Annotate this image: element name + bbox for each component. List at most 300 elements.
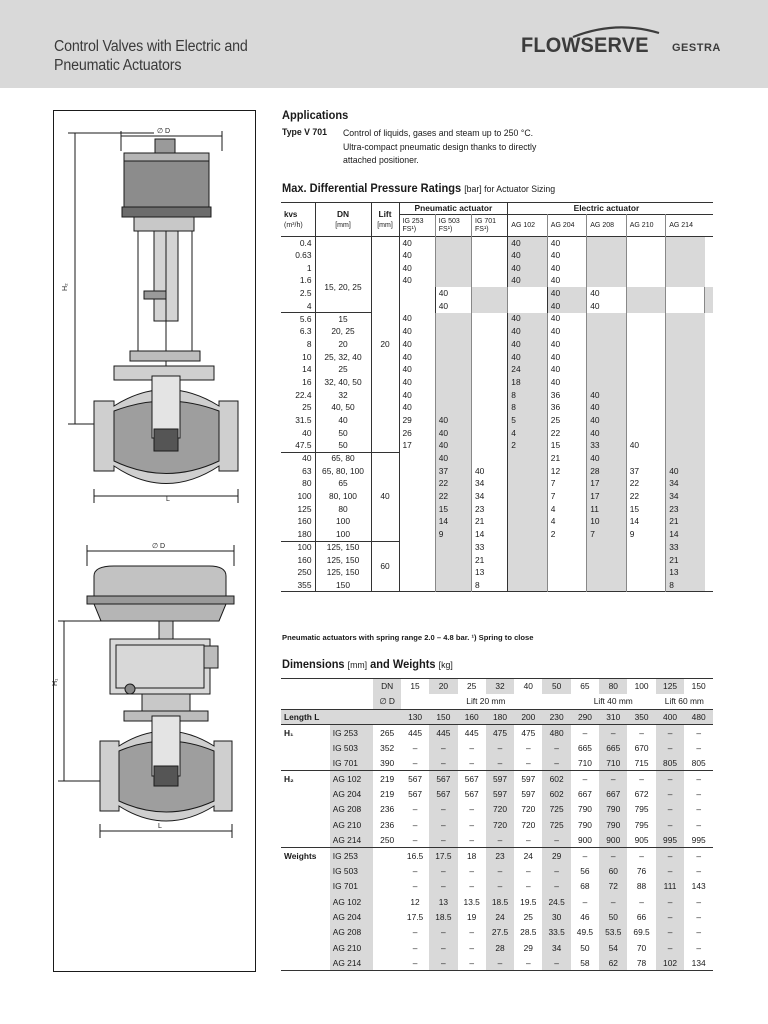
weight-value: –: [542, 879, 570, 894]
weight-value: –: [639, 896, 644, 907]
weight-value: –: [486, 956, 514, 971]
rating-cell: [666, 376, 705, 389]
h1-value: 445: [464, 727, 479, 738]
rating-cell: [626, 541, 665, 554]
dn-cell: 20: [315, 338, 371, 351]
rating-cell: [435, 325, 471, 338]
kvs-cell: 100: [281, 490, 315, 503]
rating-cell: [435, 313, 471, 326]
rating-cell: [399, 566, 435, 579]
pressure-row: [281, 566, 713, 579]
rating-cell: [399, 528, 435, 541]
rating-cell: 40: [587, 389, 626, 402]
diameter-value: [373, 879, 401, 894]
rating-cell: [705, 287, 713, 300]
rating-cell: [626, 313, 665, 326]
page-title-line1: Control Valves with Electric and: [54, 38, 248, 55]
h2-value: –: [696, 773, 701, 784]
dn-value: 40: [523, 681, 533, 692]
weight-value: –: [696, 850, 701, 861]
rating-cell: 8: [666, 579, 705, 592]
actuator-name: AG 214: [330, 956, 374, 971]
h2-value: 667: [599, 786, 627, 801]
ig503-header-label: IG 503: [438, 217, 460, 225]
dn-cell: 150: [315, 579, 371, 592]
rating-cell: [666, 313, 705, 326]
weight-value: –: [656, 940, 685, 955]
applications-desc-line1: Control of liquids, gases and steam up to 250 °C.: [343, 128, 534, 139]
pressure-row: [281, 440, 713, 453]
rating-cell: [399, 516, 435, 529]
rating-cell: [626, 262, 665, 275]
kvs-cell: 40: [281, 427, 315, 440]
h1-value: –: [639, 727, 644, 738]
h1-value: 665: [599, 740, 627, 755]
h1-value: 480: [542, 725, 570, 740]
rating-cell: 40: [547, 262, 586, 275]
weight-value: 24.5: [542, 894, 570, 909]
h2-value: 790: [577, 804, 592, 815]
rating-cell: [626, 249, 665, 262]
h1-row: [281, 725, 713, 740]
page-title: [54, 37, 248, 75]
h2-value: 667: [577, 788, 592, 799]
bottom-height-label: H₁: [52, 678, 59, 686]
rating-cell: [626, 554, 665, 567]
weight-value: –: [429, 925, 457, 940]
blank-cell: [330, 694, 374, 709]
rating-cell: 11: [587, 503, 626, 516]
dn-value: 100: [634, 681, 649, 692]
h2-value: –: [696, 804, 701, 815]
rating-cell: 40: [435, 452, 471, 465]
h2-value: 720: [486, 817, 514, 832]
h2-value: –: [429, 817, 457, 832]
h2-value: –: [599, 771, 627, 786]
rating-cell: 14: [666, 528, 705, 541]
rating-cell: [508, 528, 547, 541]
weight-value: –: [696, 896, 701, 907]
weight-row: [281, 894, 713, 909]
rating-cell: 40: [508, 351, 547, 364]
weight-value: –: [656, 925, 685, 940]
dn-value: 25: [467, 681, 477, 692]
rating-cell: 23: [666, 503, 705, 516]
rating-cell: 7: [547, 478, 586, 491]
weight-value: –: [599, 848, 627, 863]
h1-row: [281, 740, 713, 755]
rating-cell: [399, 452, 435, 465]
pressure-row: [281, 262, 713, 275]
rating-cell: [508, 541, 547, 554]
rating-cell: [435, 262, 471, 275]
h1-label: [281, 740, 330, 755]
weight-value: 27.5: [486, 925, 514, 940]
ag208-header: AG 208: [587, 215, 626, 237]
lift-header: [371, 203, 399, 237]
applications-desc-line3: attached positioner.: [343, 155, 419, 166]
actuator-name: AG 204: [330, 909, 374, 924]
rating-cell: 29: [399, 414, 435, 427]
pressure-ratings-heading: [282, 181, 555, 195]
rating-cell: [508, 452, 547, 465]
h1-value: –: [582, 727, 588, 738]
h2-value: 720: [521, 804, 536, 815]
pressure-ratings-rows: [281, 237, 713, 592]
ig253-header-note: FS¹): [402, 225, 417, 233]
dn-cell: 125, 150: [315, 566, 371, 579]
h2-value: –: [582, 773, 588, 784]
dn-cell: [399, 287, 435, 300]
rating-cell: 26: [399, 427, 435, 440]
rating-cell: 13: [666, 566, 705, 579]
ag102-header: AG 102: [508, 215, 547, 237]
h1-value: 805: [691, 757, 706, 768]
pressure-row: [281, 427, 713, 440]
rating-cell: 40: [547, 300, 586, 313]
weight-value: 56: [580, 865, 590, 876]
top-length-label: L: [166, 496, 170, 503]
h1-value: 665: [577, 742, 592, 753]
dn-cell: [399, 300, 435, 313]
pressure-row: [281, 376, 713, 389]
weight-value: –: [469, 957, 475, 968]
weight-value: 16.5: [406, 850, 424, 861]
rating-cell: 40: [508, 313, 547, 326]
rating-cell: [472, 376, 508, 389]
rating-cell: 40: [508, 262, 547, 275]
rating-cell: 40: [587, 452, 626, 465]
rating-cell: 40: [587, 300, 626, 313]
diameter-value: 219: [380, 773, 395, 784]
rating-cell: [666, 262, 705, 275]
h1-value: 715: [634, 757, 649, 768]
rating-cell: [435, 554, 471, 567]
rating-cell: [472, 363, 508, 376]
rating-cell: [666, 351, 705, 364]
h2-value: 905: [634, 834, 649, 845]
rating-cell: [666, 414, 705, 427]
pressure-row: [281, 554, 713, 567]
weight-label: Weights: [284, 850, 317, 861]
rating-cell: [399, 554, 435, 567]
weight-label: [281, 925, 330, 940]
weight-value: –: [582, 896, 588, 907]
rating-cell: [666, 287, 705, 300]
weight-value: –: [429, 956, 457, 971]
h1-value: –: [542, 740, 570, 755]
weight-value: –: [542, 863, 570, 878]
dimensions-heading: [282, 657, 453, 671]
h1-value: 710: [599, 755, 627, 770]
h2-label: [281, 802, 330, 817]
weight-value: –: [486, 863, 514, 878]
h1-value: –: [486, 740, 514, 755]
rating-cell: 40: [435, 287, 471, 300]
h2-value: 995: [691, 834, 706, 845]
kvs-cell: 0.63: [281, 249, 315, 262]
h2-value: 900: [599, 832, 627, 847]
h2-value: –: [412, 834, 418, 845]
h1-value: –: [469, 742, 475, 753]
rating-cell: [666, 249, 705, 262]
rating-cell: 21: [666, 516, 705, 529]
kvs-cell: 1: [281, 262, 315, 275]
length-value: 150: [429, 709, 457, 724]
valve-drawings: [54, 111, 255, 971]
rating-cell: 40: [547, 313, 586, 326]
lift-20-label: Lift 20 mm: [466, 696, 506, 707]
h2-value: 795: [634, 819, 649, 830]
h2-value: 725: [542, 817, 570, 832]
weight-row: [281, 909, 713, 924]
rating-cell: [626, 389, 665, 402]
dimensions-unit: [mm]: [347, 660, 368, 671]
rating-cell: [626, 452, 665, 465]
kvs-cell: 0.4: [281, 237, 315, 250]
weight-value: 28.5: [520, 927, 537, 938]
rating-cell: 12: [547, 465, 586, 478]
dimensions-title: Dimensions: [282, 657, 345, 671]
bottom-diameter-label: ∅ D: [152, 543, 166, 550]
weight-value: 58: [580, 957, 590, 968]
rating-cell: 5: [508, 414, 547, 427]
h1-value: –: [656, 725, 685, 740]
h2-value: 790: [599, 802, 627, 817]
h2-row: [281, 786, 713, 801]
length-row: [281, 709, 713, 724]
rating-cell: 40: [399, 325, 435, 338]
kvs-cell: 160: [281, 554, 315, 567]
rating-cell: [508, 579, 547, 592]
h2-label: [281, 817, 330, 832]
rating-cell: [587, 363, 626, 376]
rating-cell: [472, 389, 508, 402]
rating-cell: 40: [435, 427, 471, 440]
weight-value: 24: [523, 850, 533, 861]
rating-cell: [587, 351, 626, 364]
weight-value: –: [412, 957, 418, 968]
rating-cell: [508, 554, 547, 567]
top-height-label: H₂: [62, 283, 69, 291]
rating-cell: 40: [587, 401, 626, 414]
rating-cell: [626, 287, 665, 300]
h1-value: 670: [634, 742, 649, 753]
rating-cell: 15: [547, 440, 586, 453]
pressure-row: [281, 313, 713, 326]
rating-cell: [587, 313, 626, 326]
rating-cell: 33: [666, 541, 705, 554]
weight-value: 18.5: [486, 894, 514, 909]
rating-cell: [399, 503, 435, 516]
h1-value: –: [525, 757, 531, 768]
rating-cell: 37: [435, 465, 471, 478]
flowserve-logo: [521, 24, 721, 64]
dn-value: 150: [691, 681, 706, 692]
h2-value: –: [469, 834, 475, 845]
weight-value: –: [656, 894, 685, 909]
weight-row: [281, 848, 713, 863]
h1-value: 475: [521, 727, 536, 738]
rating-cell: [472, 275, 508, 288]
h2-value: 597: [521, 788, 536, 799]
weight-value: 70: [636, 942, 647, 953]
weight-value: 18.5: [429, 909, 457, 924]
actuator-name: IG 503: [330, 740, 374, 755]
ag204-header: AG 204: [547, 215, 586, 237]
h2-row: [281, 817, 713, 832]
pressure-row: [281, 338, 713, 351]
rating-cell: [705, 300, 713, 313]
h2-value: –: [412, 804, 418, 815]
rating-cell: [435, 237, 471, 250]
h1-label: [281, 755, 330, 770]
h2-value: 567: [464, 788, 479, 799]
weight-label: [281, 956, 330, 971]
dn-cell: [315, 237, 371, 250]
rating-cell: [435, 249, 471, 262]
ig701-header: [472, 215, 508, 237]
h2-value: –: [429, 802, 457, 817]
h2-value: 790: [577, 819, 592, 830]
kvs-cell: 5.6: [281, 313, 315, 326]
kvs-cell: 16: [281, 376, 315, 389]
weight-row: [281, 925, 713, 940]
dn-cell: 125, 150: [315, 554, 371, 567]
rating-cell: 8: [508, 389, 547, 402]
lift-header-unit: [mm]: [377, 221, 393, 229]
weight-value: –: [639, 850, 644, 861]
actuator-name: AG 208: [330, 925, 374, 940]
rating-cell: [472, 414, 508, 427]
rating-cell: [626, 414, 665, 427]
weight-value: 19.5: [520, 896, 537, 907]
rating-cell: 40: [508, 338, 547, 351]
rating-cell: [626, 363, 665, 376]
dn-cell: 100: [315, 528, 371, 541]
pneumatic-actuator-header: Pneumatic actuator: [399, 203, 508, 215]
rating-cell: [472, 313, 508, 326]
weight-value: –: [469, 942, 475, 953]
h1-value: –: [412, 757, 418, 768]
rating-cell: 22: [626, 490, 665, 503]
h2-value: –: [696, 819, 701, 830]
rating-cell: [435, 363, 471, 376]
dn-cell: 65: [315, 478, 371, 491]
page-header: [0, 0, 768, 88]
kvs-cell: 4: [281, 300, 315, 313]
actuator-name: AG 102: [330, 894, 374, 909]
dn-header: [315, 203, 371, 237]
diameter-value: [373, 894, 401, 909]
weight-value: 19: [467, 912, 477, 923]
h1-row: [281, 755, 713, 770]
weight-value: 34: [542, 940, 570, 955]
rating-cell: 4: [547, 503, 586, 516]
rating-cell: 40: [399, 401, 435, 414]
dn-cell: [315, 249, 371, 262]
pressure-row: [281, 389, 713, 402]
rating-cell: 14: [435, 516, 471, 529]
logo-subtext: GESTRA: [672, 42, 721, 54]
diameter-value: 390: [380, 757, 395, 768]
h1-value: 445: [408, 727, 423, 738]
h2-value: 567: [408, 773, 423, 784]
rating-cell: 40: [399, 275, 435, 288]
h2-label: H₂: [284, 773, 294, 784]
rating-cell: 7: [547, 490, 586, 503]
h1-value: –: [469, 757, 475, 768]
rating-cell: 23: [472, 503, 508, 516]
rating-cell: [587, 275, 626, 288]
rating-cell: 40: [399, 237, 435, 250]
weight-value: –: [656, 909, 685, 924]
weight-value: 60: [599, 863, 627, 878]
rating-cell: 36: [547, 401, 586, 414]
weight-value: 24: [486, 909, 514, 924]
rating-cell: 40: [399, 313, 435, 326]
rating-cell: [626, 300, 665, 313]
weight-label: [281, 940, 330, 955]
rating-cell: [547, 566, 586, 579]
rating-cell: [626, 237, 665, 250]
ig503-header-note: FS¹): [438, 225, 453, 233]
rating-cell: [472, 325, 508, 338]
rating-cell: [435, 275, 471, 288]
h1-value: 445: [429, 725, 457, 740]
rating-cell: 40: [508, 249, 547, 262]
rating-cell: [508, 478, 547, 491]
weight-value: 13.5: [463, 896, 480, 907]
rating-cell: [399, 541, 435, 554]
pressure-row: [281, 465, 713, 478]
weight-value: 69.5: [633, 927, 650, 938]
rating-cell: 34: [472, 478, 508, 491]
rating-cell: 34: [472, 490, 508, 503]
h1-value: –: [486, 755, 514, 770]
weight-value: 88: [636, 881, 647, 892]
rating-cell: 36: [547, 389, 586, 402]
h2-value: –: [486, 832, 514, 847]
weight-value: 13: [429, 894, 457, 909]
h2-value: 672: [634, 788, 649, 799]
electric-actuator-header: Electric actuator: [573, 203, 640, 213]
pressure-row: [281, 478, 713, 491]
h1-value: –: [696, 742, 701, 753]
rating-cell: 8: [472, 579, 508, 592]
h2-row: [281, 802, 713, 817]
dn-cell: 25: [315, 363, 371, 376]
weight-value: 134: [691, 957, 706, 968]
rating-cell: [472, 249, 508, 262]
applications-desc-line2: Ultra-compact pneumatic design thanks to directly: [343, 141, 537, 153]
h2-value: 567: [429, 771, 457, 786]
rating-cell: [399, 478, 435, 491]
h2-value: –: [469, 819, 475, 830]
dn-value: 65: [580, 681, 590, 692]
length-value: 310: [599, 709, 627, 724]
rating-cell: [435, 376, 471, 389]
rating-cell: [587, 376, 626, 389]
rating-cell: 40: [508, 275, 547, 288]
rating-cell: [547, 579, 586, 592]
h1-value: 475: [486, 725, 514, 740]
diameter-value: [373, 940, 401, 955]
weight-value: –: [542, 956, 570, 971]
rating-cell: [435, 389, 471, 402]
rating-cell: 40: [547, 275, 586, 288]
rating-cell: [399, 465, 435, 478]
